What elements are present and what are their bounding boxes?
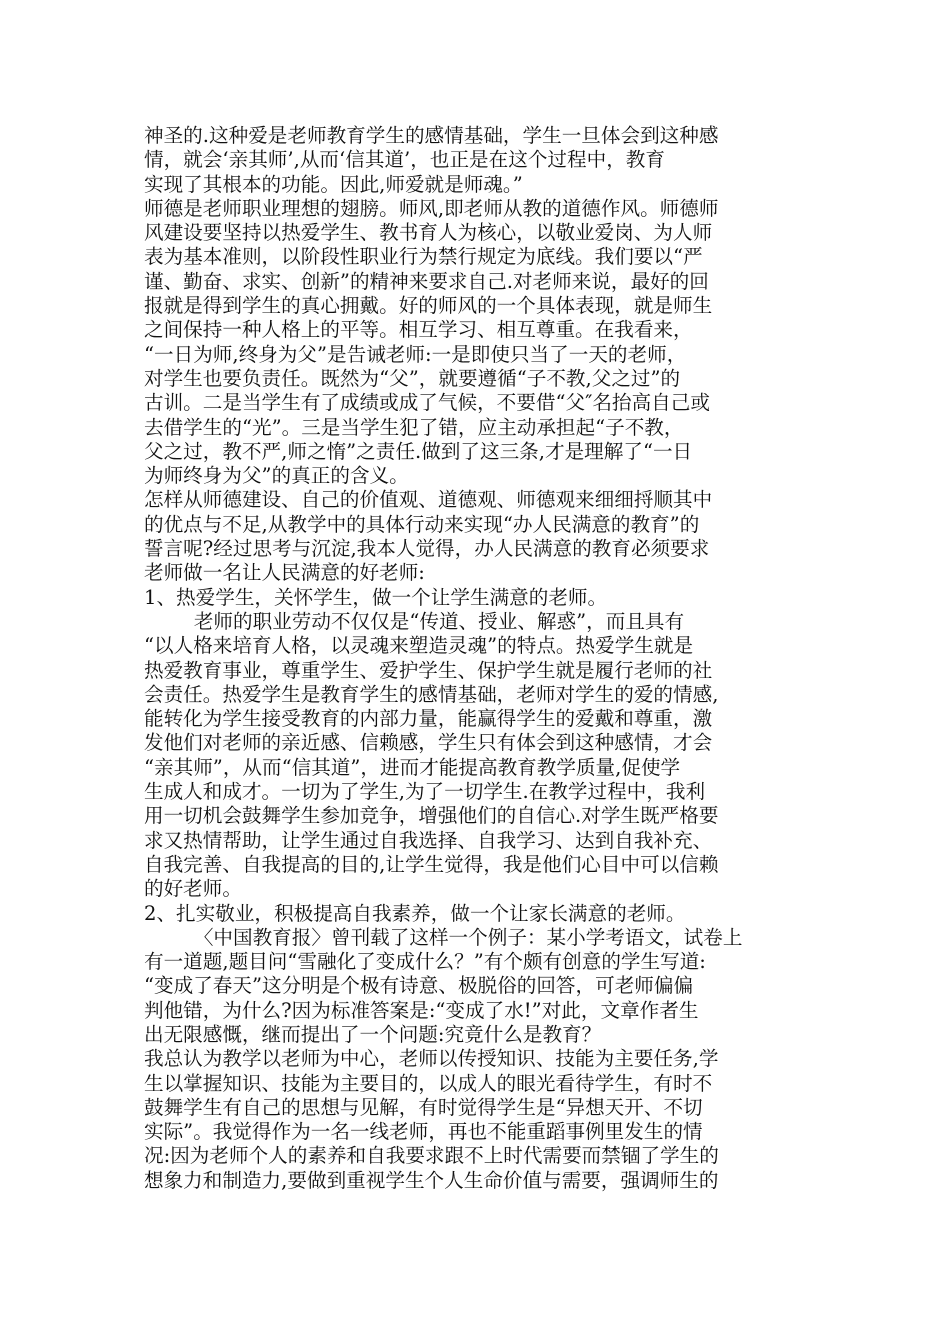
text-line: 情，就会‘亲其师’,从而‘信其道’，也正是在这个过程中，教育 bbox=[144, 148, 665, 172]
text-line: “以人格来培育人格，以灵魂来塑造灵魂”的特点。热爱学生就是 bbox=[144, 634, 694, 658]
text-line: 能转化为学生接受教育的内部力量，能赢得学生的爱戴和尊重，激 bbox=[144, 707, 713, 731]
text-line: 怎样从师德建设、自己的价值观、道德观、师德观来细细捋顺其中 bbox=[144, 488, 713, 512]
text-line: 我总认为教学以老师为中心，老师以传授知识、技能为主要任务,学 bbox=[144, 1047, 719, 1071]
text-line: 发他们对老师的亲近感、信赖感，学生只有体会到这种感情，才会 bbox=[144, 731, 713, 755]
text-line: “一日为师,终身为父”是告诫老师:一是即使只当了一天的老师， bbox=[144, 342, 687, 366]
text-line: 风建设要坚持以热爱学生、教书育人为核心，以敬业爱岗、为人师 bbox=[144, 221, 713, 245]
text-line: 老师做一名让人民满意的好老师: bbox=[144, 561, 425, 585]
text-line: 出无限感慨，继而提出了一个问题:究竟什么是教育？ bbox=[144, 1022, 602, 1046]
text-line: 为师终身为父”的真正的含义。 bbox=[144, 464, 409, 488]
text-line: 生以掌握知识、技能为主要目的，以成人的眼光看待学生，有时不 bbox=[144, 1071, 713, 1095]
text-line: 自我完善、自我提高的目的,让学生觉得，我是他们心目中可以信赖 bbox=[144, 852, 719, 876]
text-line: 鼓舞学生有自己的思想与见解，有时觉得学生是“异想天开、不切 bbox=[144, 1095, 703, 1119]
text-line: 的优点与不足,从教学中的具体行动来实现“办人民满意的教育”的 bbox=[144, 512, 700, 536]
text-line: 去借学生的“光”。三是当学生犯了错，应主动承担起“子不教， bbox=[144, 415, 684, 439]
text-line: 师德是老师职业理想的翅膀。师风,即老师从教的道德作风。师德师 bbox=[144, 196, 719, 220]
section-heading: 2、扎实敬业，积极提高自我素养，做一个让家长满意的老师。 bbox=[144, 901, 686, 925]
text-line: 想象力和制造力,要做到重视学生个人生命价值与需要，强调师生的 bbox=[144, 1168, 719, 1192]
text-line: “亲其师”，从而“信其道”，进而才能提高教育教学质量,促使学 bbox=[144, 755, 681, 779]
text-line: 热爱教育事业，尊重学生、爱护学生、保护学生就是履行老师的社 bbox=[144, 658, 713, 682]
text-line: 求又热情帮助，让学生通过自我选择、自我学习、达到自我补充、 bbox=[144, 828, 713, 852]
text-line: 对学生也要负责任。既然为“父”，就要遵循“子不教,父之过”的 bbox=[144, 366, 681, 390]
text-line: 神圣的.这种爱是老师教育学生的感情基础，学生一旦体会到这种感 bbox=[144, 124, 719, 147]
text-line: 的好老师。 bbox=[144, 877, 242, 901]
text-line: 古训。二是当学生有了成绩或成了气候，不要借“父″名抬高自己或 bbox=[144, 391, 710, 415]
text-line: 报就是得到学生的真心拥戴。好的师风的一个具体表现，就是师生 bbox=[144, 294, 713, 318]
text-line: 父之过，教不严,师之惰”之责任.做到了这三条,才是理解了“一日 bbox=[144, 439, 693, 463]
section-heading: 1、热爱学生，关怀学生，做一个让学生满意的老师。 bbox=[144, 585, 608, 609]
text-line: 表为基本准则，以阶段性职业行为禁行规定为底线。我们要以“严 bbox=[144, 245, 703, 269]
text-line: 〈中国教育报〉曾刊载了这样一个例子：某小学考语文，试卷上 bbox=[144, 925, 743, 949]
text-line: 实现了其根本的功能。因此,师爱就是师魂。” bbox=[144, 172, 523, 196]
text-line: 生成人和成才。一切为了学生,为了一切学生.在教学过程中，我利 bbox=[144, 780, 706, 804]
text-line: 老师的职业劳动不仅仅是“传道、授业、解惑”，而且具有 bbox=[144, 609, 685, 633]
text-line: 有一道题,题目问“雪融化了变成什么？”有个颇有创意的学生写道: bbox=[144, 950, 706, 974]
text-line: 会责任。热爱学生是教育学生的感情基础，老师对学生的爱的情感, bbox=[144, 682, 719, 706]
text-line: 用一切机会鼓舞学生参加竞争，增强他们的自信心.对学生既严格要 bbox=[144, 804, 719, 828]
text-line: 之间保持一种人格上的平等。相互学习、相互尊重。在我看来， bbox=[144, 318, 693, 342]
text-line: 谨、勤奋、求实、创新”的精神来要求自己.对老师来说，最好的回 bbox=[144, 269, 709, 293]
text-line: 况:因为老师个人的素养和自我要求跟不上时代需要而禁锢了学生的 bbox=[144, 1144, 719, 1168]
text-line: 实际”。我觉得作为一名一线老师，再也不能重蹈事例里发生的情 bbox=[144, 1120, 703, 1144]
text-line: 判他错，为什么?因为标准答案是:“变成了水!”对此，文章作者生 bbox=[144, 998, 699, 1022]
body-text bbox=[144, 124, 812, 1193]
text-line: 誓言呢?经过思考与沉淀,我本人觉得，办人民满意的教育必须要求 bbox=[144, 537, 710, 561]
text-line: “变成了春天”这分明是个极有诗意、极脱俗的回答，可老师偏偏 bbox=[144, 974, 694, 998]
